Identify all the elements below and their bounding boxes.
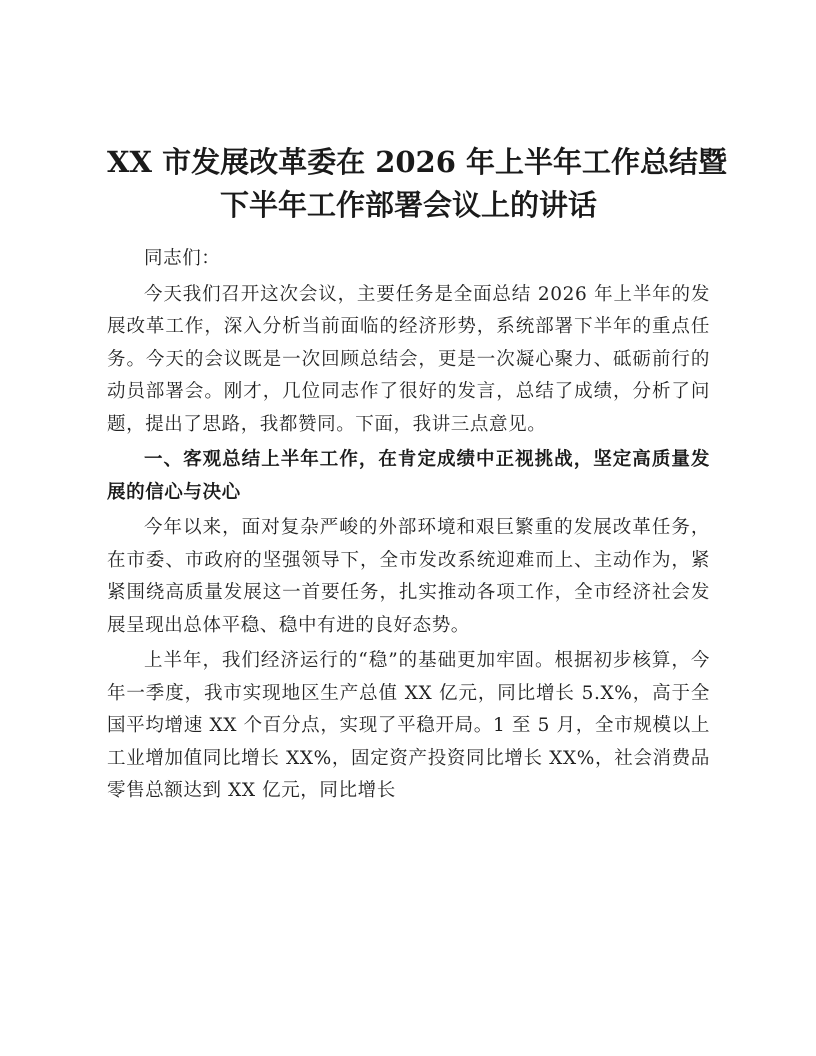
title-line-1: XX 市发展改革委在 2026 年上半年工作总结暨: [107, 145, 728, 179]
section-heading-1: 一、客观总结上半年工作，在肯定成绩中正视挑战，坚定高质量发展的信心与决心: [107, 449, 710, 503]
body-paragraph-1: 今年以来，面对复杂严峻的外部环境和艰巨繁重的发展改革任务，在市委、市政府的坚强领导下，全市发改系统迎难而上、主动作为，紧紧围绕高质量发展这一首要任务，扎实推动各项工作，全市经济社会发展呈现出总体平稳、稳中有进的良好态势。: [107, 517, 710, 636]
body-paragraph-2: 上半年，我们经济运行的“稳”的基础更加牢固。根据初步核算，今年一季度，我市实现地区生产总值 XX 亿元，同比增长 5.X%，高于全国平均增速 XX 个百分点，实现了平稳开局。1 至 5 月，全市规模以上工业增加值同比增长 XX%，固定资产投资同比增长 XX%，社会消费品零售总额达到 XX 亿元，同比增长: [107, 650, 710, 801]
document-title: [107, 141, 728, 227]
document-body: [107, 141, 728, 808]
intro-paragraph: 今天我们召开这次会议，主要任务是全面总结 2026 年上半年的发展改革工作，深入分析当前面临的经济形势，系统部署下半年的重点任务。今天的会议既是一次回顾总结会，更是一次凝心聚力、砥砺前行的动员部署会。刚才，几位同志作了很好的发言，总结了成绩，分析了问题，提出了思路，我都赞同。下面，我讲三点意见。: [107, 283, 710, 435]
salutation: 同志们：: [144, 248, 221, 269]
title-line-2: 下半年工作部署会议上的讲话: [219, 188, 597, 222]
